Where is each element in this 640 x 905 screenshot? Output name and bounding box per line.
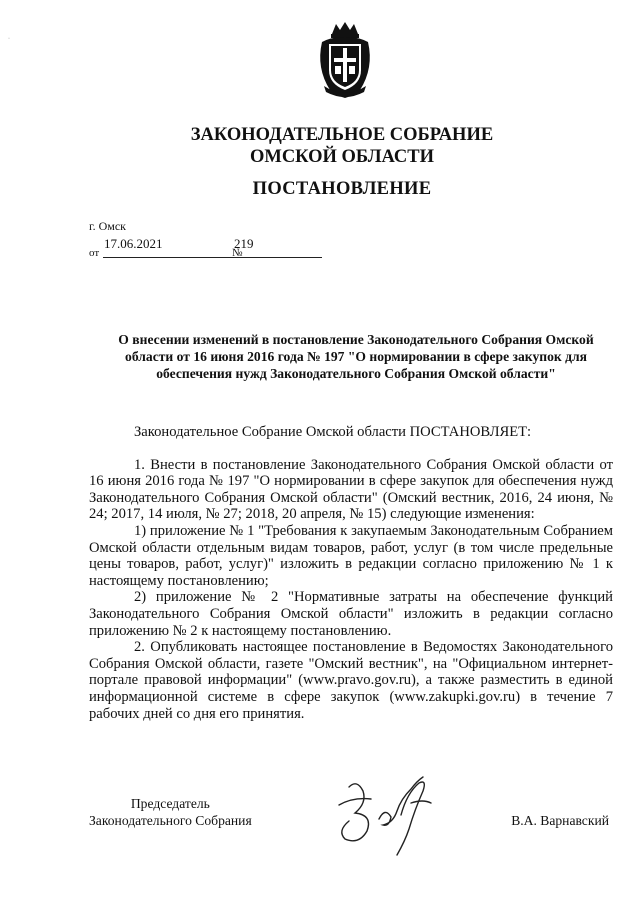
paragraph-1: 1. Внести в постановление Законодательного Собрания Омской области от 16 июня 2016 года № 197 "О нормировании в сфере закупок для обеспечения нужд Законодательного Собрания Омской области" (Омский вестник, 2016, 24 июня, № 24; 2017, 14 июля, № 27; 2018, 20 апреля, № 15) следующие изменения: [89,456,613,523]
signature-block [89,795,613,875]
document-body [89,424,613,722]
organization-name-line2: ОМСКОЙ ОБЛАСТИ [249,147,435,167]
paragraph-1-item-1: 1) приложение № 1 "Требования к закупаемым Законодательным Собранием Омской области отдельным видам товаров, работ, услуг (в том числе предельные цены товаров, работ, услуг)" изложить в редакции согласно приложению № 1 к настоящему постановлению; [89,522,613,589]
signatory-position-line1: Председатель [130,796,210,811]
document-date: 17.06.2021 [104,236,163,251]
paragraph-2: 2. Опубликовать настоящее постановление в Ведомостях Законодательного Собрания Омской области, газете "Омский вестник", на "Официальном интернет-портале правовой информации" (www.pravo.gov.ru), а также разместить в единой информационной системе в сфере закупок (www.zakupki.gov.ru) в течение 7 рабочих дней со дня его принятия. [89,639,613,722]
signatory-name: В.А. Варнавский [511,813,609,828]
place-of-adoption: г. Омск [89,219,126,233]
document-title: О внесении изменений в постановление Законодательного Собрания Омской области от 16 июня 2016 года № 197 "О нормировании в сфере закупок для обеспечения нужд Законодательного Собрания Омской области" [118,332,594,381]
date-prefix: от [89,247,100,259]
scan-mark: · [8,36,10,42]
resolving-clause: Законодательное Собрание Омской области ПОСТАНОВЛЯЕТ: [134,424,532,440]
coat-of-arms-icon [312,20,378,100]
organization-name-line1: ЗАКОНОДАТЕЛЬНОЕ СОБРАНИЕ [190,125,494,145]
number-underline [234,257,322,258]
registration-line [89,236,329,262]
document-type: ПОСТАНОВЛЕНИЕ [252,179,432,199]
paragraph-1-item-2: 2) приложение № 2 "Нормативные затраты на обеспечение функций Законодательного Собрания Омской области" изложить в редакции согласно приложению № 2 к настоящему постановлению. [89,589,613,639]
signatory-position [89,795,252,829]
document-number: 219 [234,236,254,251]
signatory-position-line2: Законодательного Собрания [89,813,252,828]
number-prefix: № [232,247,243,259]
handwritten-signature-icon [327,769,447,861]
